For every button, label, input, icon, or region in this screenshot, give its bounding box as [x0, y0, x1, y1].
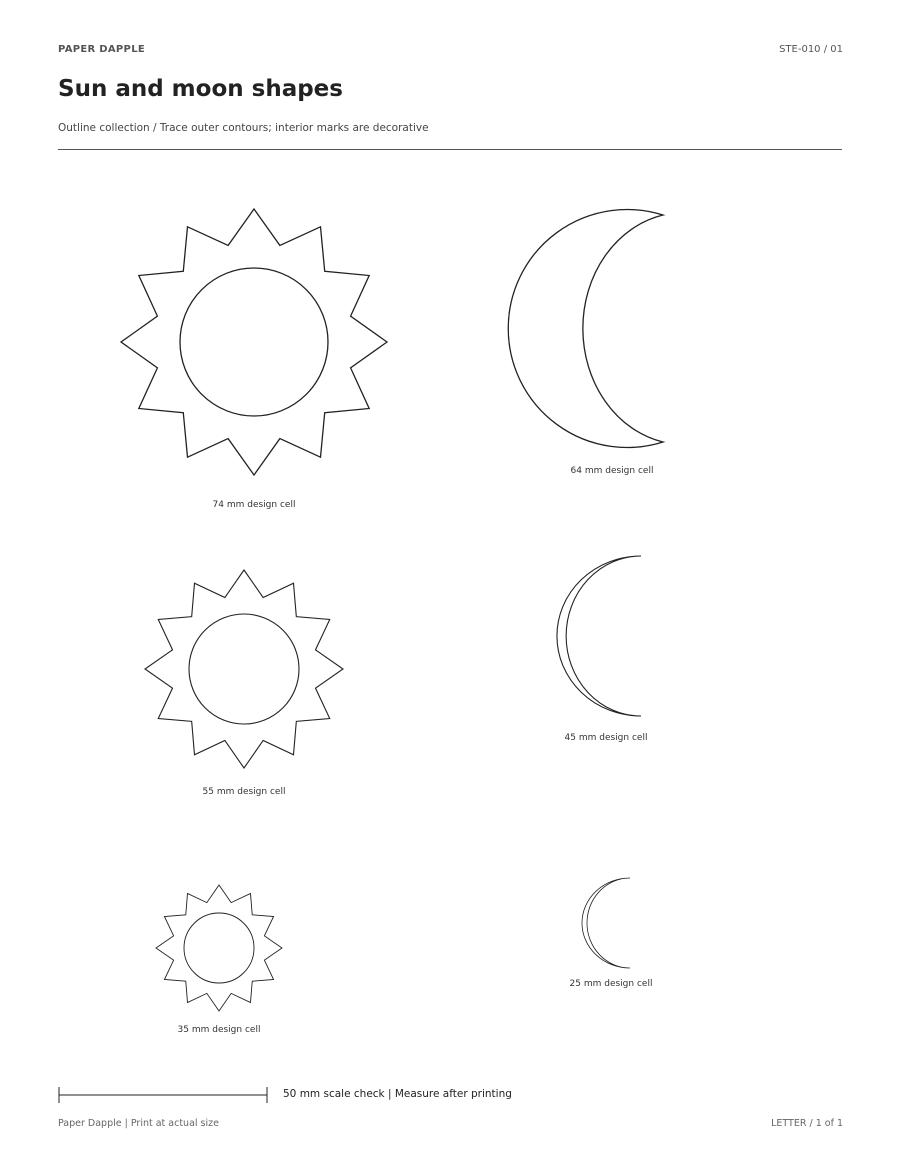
moon-large-caption: 64 mm design cell: [570, 466, 654, 476]
header-divider: [58, 149, 842, 150]
scale-check-label: 50 mm scale check | Measure after printing: [283, 1088, 512, 1100]
sun-medium-caption: 55 mm design cell: [202, 787, 286, 797]
scale-check-bar: [58, 1086, 270, 1104]
moon-small-icon: [566, 873, 636, 973]
sun-small-rays: [156, 885, 282, 1011]
sun-large-caption: 74 mm design cell: [212, 500, 296, 510]
sun-small-icon: [151, 880, 287, 1016]
sun-medium-disc: [189, 614, 299, 724]
sun-medium-icon: [139, 563, 349, 775]
sun-small-caption: 35 mm design cell: [177, 1025, 261, 1035]
page-indicator: LETTER / 1 of 1: [771, 1118, 843, 1129]
brand-name: PAPER DAPPLE: [58, 44, 145, 55]
moon-medium-caption: 45 mm design cell: [564, 733, 648, 743]
moon-small-outline: [582, 878, 630, 968]
page-subtitle: Outline collection / Trace outer contours; interior marks are decorative: [58, 122, 429, 134]
page-title: Sun and moon shapes: [58, 76, 343, 102]
moon-small-caption: 25 mm design cell: [569, 979, 653, 989]
sun-large-disc: [180, 268, 328, 416]
document-id: STE-010 / 01: [779, 44, 843, 55]
sun-small-disc: [184, 913, 254, 983]
moon-medium-icon: [530, 548, 646, 720]
footer-note: Paper Dapple | Print at actual size: [58, 1118, 219, 1129]
moon-medium-outline: [557, 556, 641, 716]
sun-large-rays: [121, 209, 387, 475]
moon-large-icon: [505, 205, 670, 450]
sun-large-icon: [114, 200, 394, 484]
moon-large-outline: [508, 210, 663, 448]
sun-medium-rays: [145, 570, 343, 768]
